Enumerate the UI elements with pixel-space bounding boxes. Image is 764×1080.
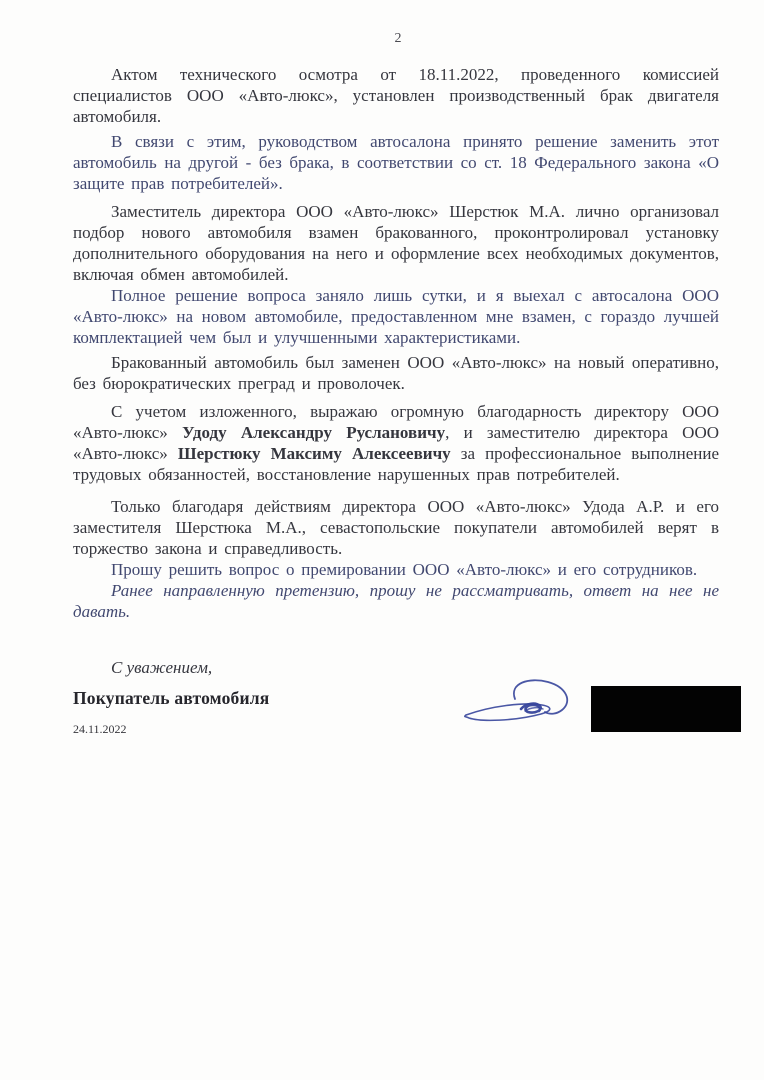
paragraph: Актом технического осмотра от 18.11.2022, проведенного комиссией специалистов ООО «Авто-люкс», установлен производственный брак двигателя автомобиля. bbox=[73, 65, 719, 126]
paragraph: Ранее направленную претензию, прошу не рассматривать, ответ на нее не давать. bbox=[73, 581, 719, 621]
letter-body bbox=[73, 64, 719, 768]
closing-salutation: С уважением, bbox=[111, 658, 213, 677]
signature-scribble bbox=[463, 676, 581, 726]
signer-name: Покупатель автомобиля bbox=[73, 688, 270, 708]
paragraph: С учетом изложенного, выражаю огромную благодарность директору ООО «Авто-люкс» Удоду Александру Руслановичу, и заместителю директора ООО «Авто-люкс» Шерстюку Максиму Алексеевичу за профессиональное выполнение трудовых обязанностей, восстановление нарушенных прав потребителей. bbox=[73, 402, 719, 484]
closing-block bbox=[73, 658, 719, 768]
page-number: 2 bbox=[394, 31, 402, 46]
paragraph: Заместитель директора ООО «Авто-люкс» Шерстюк М.А. лично организовал подбор нового автомобиля взамен бракованного, проконтролировал установку дополнительного оборудования на него и оформление всех необходимых документов, включая обмен автомобилей. bbox=[73, 202, 719, 284]
paragraph: Только благодаря действиям директора ООО «Авто-люкс» Удода А.Р. и его заместителя Шерстюка М.А., севастопольские покупатели автомобилей верят в торжество закона и справедливость. bbox=[73, 497, 719, 558]
paragraphs bbox=[73, 64, 719, 622]
redaction-box bbox=[591, 686, 741, 732]
letter-date: 24.11.2022 bbox=[73, 722, 127, 736]
paragraph: Бракованный автомобиль был заменен ООО «Авто-люкс» на новый оперативно, без бюрократических преград и проволочек. bbox=[73, 353, 719, 393]
paragraph: Полное решение вопроса заняло лишь сутки, и я выехал с автосалона ООО «Авто-люкс» на новом автомобиле, предоставленном мне взамен, с гораздо лучшей комплектацией чем был и улучшенными характеристиками. bbox=[73, 286, 719, 347]
paragraph: В связи с этим, руководством автосалона принято решение заменить этот автомобиль на другой - без брака, в соответствии со ст. 18 Федерального закона «О защите прав потребителей». bbox=[73, 132, 719, 193]
paragraph: Прошу решить вопрос о премировании ООО «Авто-люкс» и его сотрудников. bbox=[111, 560, 698, 579]
